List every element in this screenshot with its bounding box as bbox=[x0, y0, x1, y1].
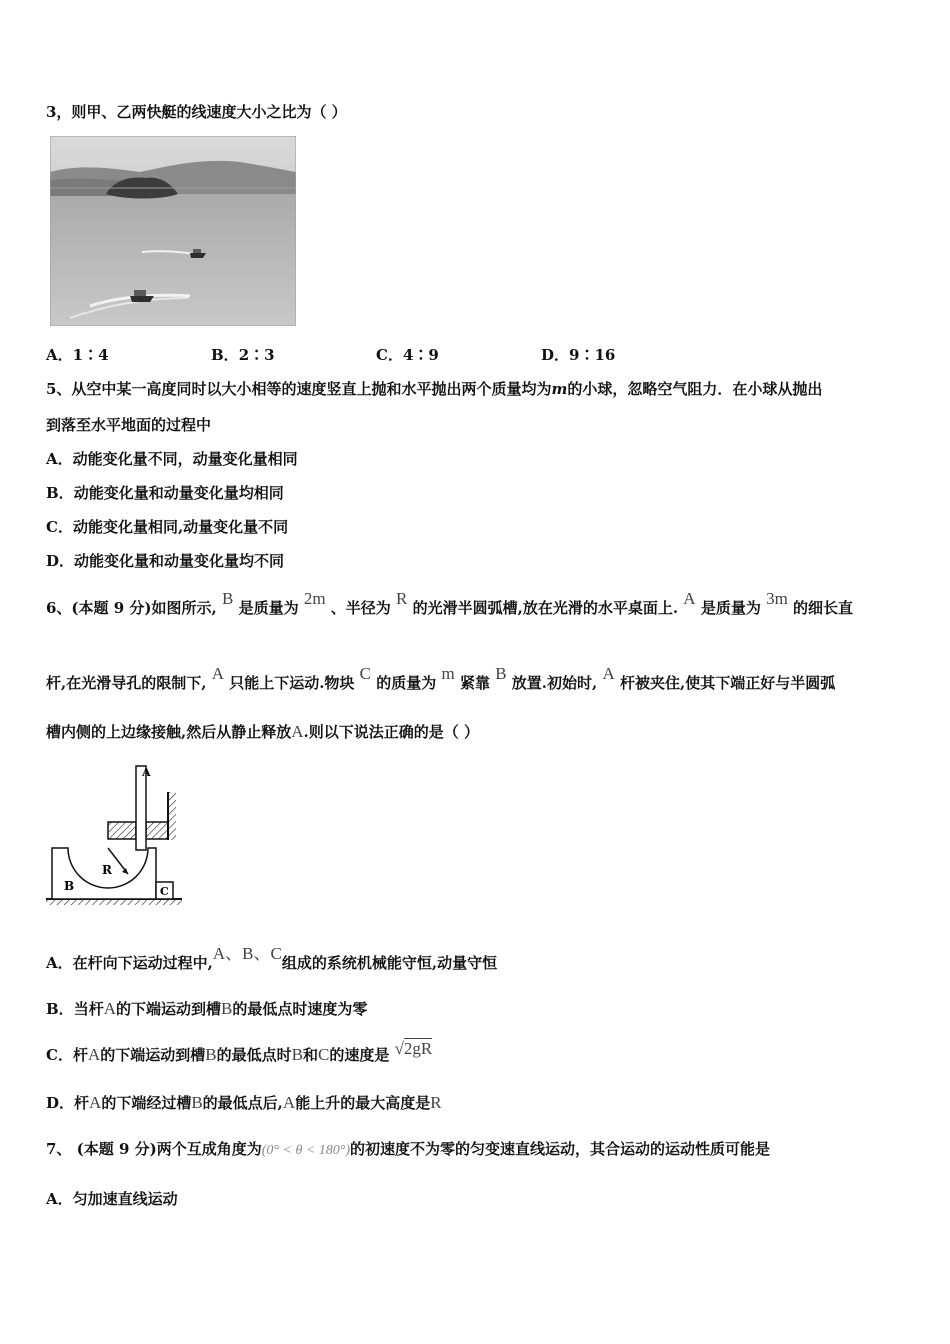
q6-option-a[interactable]: A．在杆向下运动过程中,A、B、C组成的系统机械能守恒,动量守恒 bbox=[46, 944, 498, 972]
q5-option-b[interactable]: B．动能变化量和动量变化量均相同 bbox=[46, 484, 284, 502]
q3-option-c[interactable]: C．4∶9 bbox=[376, 346, 439, 364]
q7-option-a[interactable]: A．匀加速直线运动 bbox=[46, 1190, 178, 1208]
q5-option-a[interactable]: A．动能变化量不同，动量变化量相同 bbox=[46, 450, 298, 468]
q5-stem-line1: 5、从空中某一高度同时以大小相等的速度竖直上抛和水平抛出两个质量均为m的小球，忽略空气阻力．在小球从抛出 bbox=[46, 380, 823, 398]
q3-option-b[interactable]: B．2∶3 bbox=[211, 346, 275, 364]
q5-stem-line2: 到落至水平地面的过程中 bbox=[46, 416, 212, 434]
q6-option-d[interactable]: D．杆A的下端经过槽B的最低点后,A能上升的最大高度是R bbox=[46, 1093, 442, 1112]
label-r: R bbox=[102, 863, 112, 877]
angle-formula: (0° < θ < 180°) bbox=[261, 1143, 351, 1158]
label-a: A bbox=[142, 766, 151, 779]
q7-stem: 7、 (本题 9 分)两个互成角度为(0° < θ < 180°)的初速度不为零的匀变速直线运动，其合运动的运动性质可能是 bbox=[46, 1140, 771, 1158]
q3-option-d[interactable]: D．9∶16 bbox=[541, 346, 616, 364]
q6-stem-line1: 6、(本题 9 分)如图所示, B 是质量为 2m 、半径为 R 的光滑半圆弧槽,放在光滑的水平桌面上. A 是质量为 3m 的细长直 bbox=[46, 589, 854, 617]
q6-stem-line2: 杆,在光滑导孔的限制下, A 只能上下运动.物块 C 的质量为 m 紧靠 B 放置.初始时, A 杆被夹住,使其下端正好与半圆弧 bbox=[46, 664, 836, 692]
q5-option-d[interactable]: D．动能变化量和动量变化量均不同 bbox=[46, 552, 285, 570]
q5-option-c[interactable]: C．动能变化量相同,动量变化量不同 bbox=[46, 518, 289, 536]
q6-diagram bbox=[44, 762, 184, 910]
q6-option-c[interactable]: C．杆A的下端运动到槽B的最低点时B和C的速度是 √2gR bbox=[46, 1039, 433, 1064]
q6-option-b[interactable]: B．当杆A的下端运动到槽B的最低点时速度为零 bbox=[46, 999, 368, 1018]
sqrt-expression: √2gR bbox=[394, 1039, 433, 1058]
speedboat-photo bbox=[50, 136, 296, 326]
label-c: C bbox=[160, 885, 169, 898]
q6-stem-line3: 槽内侧的上边缘接触,然后从静止释放A.则以下说法正确的是（ ） bbox=[46, 722, 479, 741]
label-b: B bbox=[64, 879, 75, 893]
q3-stem: 3，则甲、乙两快艇的线速度大小之比为（ ） bbox=[46, 103, 347, 121]
q3-option-a[interactable]: A．1∶4 bbox=[46, 346, 109, 364]
